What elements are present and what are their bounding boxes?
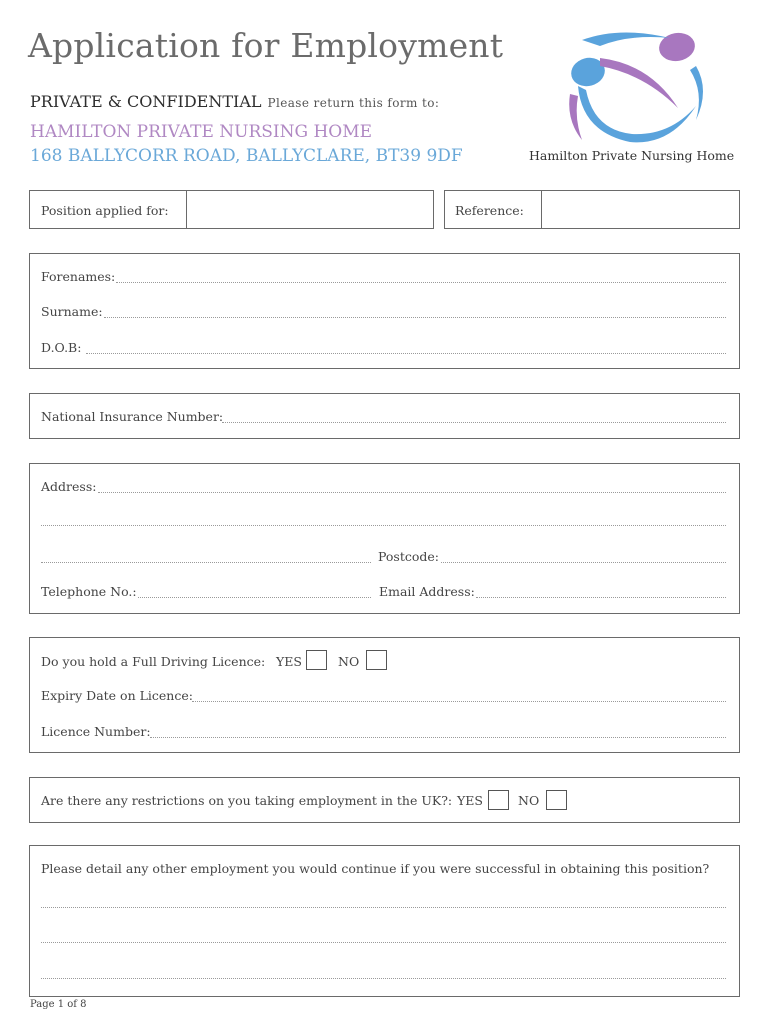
licence-no-checkbox[interactable] [366, 650, 387, 670]
address-line-3-field[interactable] [41, 562, 371, 563]
licence-number-label: Licence Number: [41, 724, 151, 739]
other-employment-question: Please detail any other employment you would continue if you were successful in obtaining this position? [41, 861, 710, 876]
postcode-label: Postcode: [378, 549, 440, 564]
forenames-label: Forenames: [41, 269, 116, 284]
position-applied-field[interactable] [186, 190, 434, 229]
surname-field[interactable] [104, 317, 726, 318]
ni-field[interactable] [222, 422, 726, 423]
restrictions-yes-checkbox[interactable] [488, 790, 509, 810]
reference-label: Reference: [455, 203, 524, 218]
other-employment-line-3-field[interactable] [41, 978, 726, 979]
expiry-field[interactable] [192, 701, 726, 702]
logo-caption: Hamilton Private Nursing Home [529, 148, 735, 163]
licence-yes-checkbox[interactable] [306, 650, 327, 670]
email-field[interactable] [476, 597, 726, 598]
surname-label: Surname: [41, 304, 103, 319]
restrictions-yes-label: YES [457, 793, 483, 808]
restrictions-no-label: NO [518, 793, 540, 808]
address-line-2-field[interactable] [41, 525, 726, 526]
address-label: Address: [41, 479, 97, 494]
reference-field[interactable] [541, 190, 740, 229]
restrictions-no-checkbox[interactable] [546, 790, 567, 810]
confidential-line [30, 92, 439, 111]
dob-label: D.O.B: [41, 340, 82, 355]
restrictions-question: Are there any restrictions on you taking employment in the UK?: [41, 793, 453, 808]
hamilton-logo-icon [560, 30, 710, 148]
return-note: Please return this form to: [267, 96, 440, 110]
postcode-field[interactable] [441, 562, 726, 563]
expiry-label: Expiry Date on Licence: [41, 688, 193, 703]
org-name: HAMILTON PRIVATE NURSING HOME [30, 122, 373, 142]
licence-question: Do you hold a Full Driving Licence: [41, 654, 266, 669]
telephone-field[interactable] [138, 597, 371, 598]
licence-no-label: NO [338, 654, 360, 669]
forenames-field[interactable] [116, 282, 726, 283]
page-number: Page 1 of 8 [30, 999, 87, 1010]
page-title: Application for Employment [28, 26, 504, 65]
ni-label: National Insurance Number: [41, 409, 224, 424]
other-employment-line-2-field[interactable] [41, 942, 726, 943]
other-employment-line-1-field[interactable] [41, 907, 726, 908]
confidential-label: PRIVATE & CONFIDENTIAL [30, 92, 262, 111]
licence-yes-label: YES [276, 654, 302, 669]
email-label: Email Address: [379, 584, 475, 599]
org-address: 168 BALLYCORR ROAD, BALLYCLARE, BT39 9DF [30, 146, 463, 166]
position-applied-label: Position applied for: [41, 203, 169, 218]
personal-details-section [29, 253, 740, 369]
address-line-1-field[interactable] [98, 492, 726, 493]
licence-number-field[interactable] [150, 737, 726, 738]
telephone-label: Telephone No.: [41, 584, 137, 599]
dob-field[interactable] [86, 353, 726, 354]
